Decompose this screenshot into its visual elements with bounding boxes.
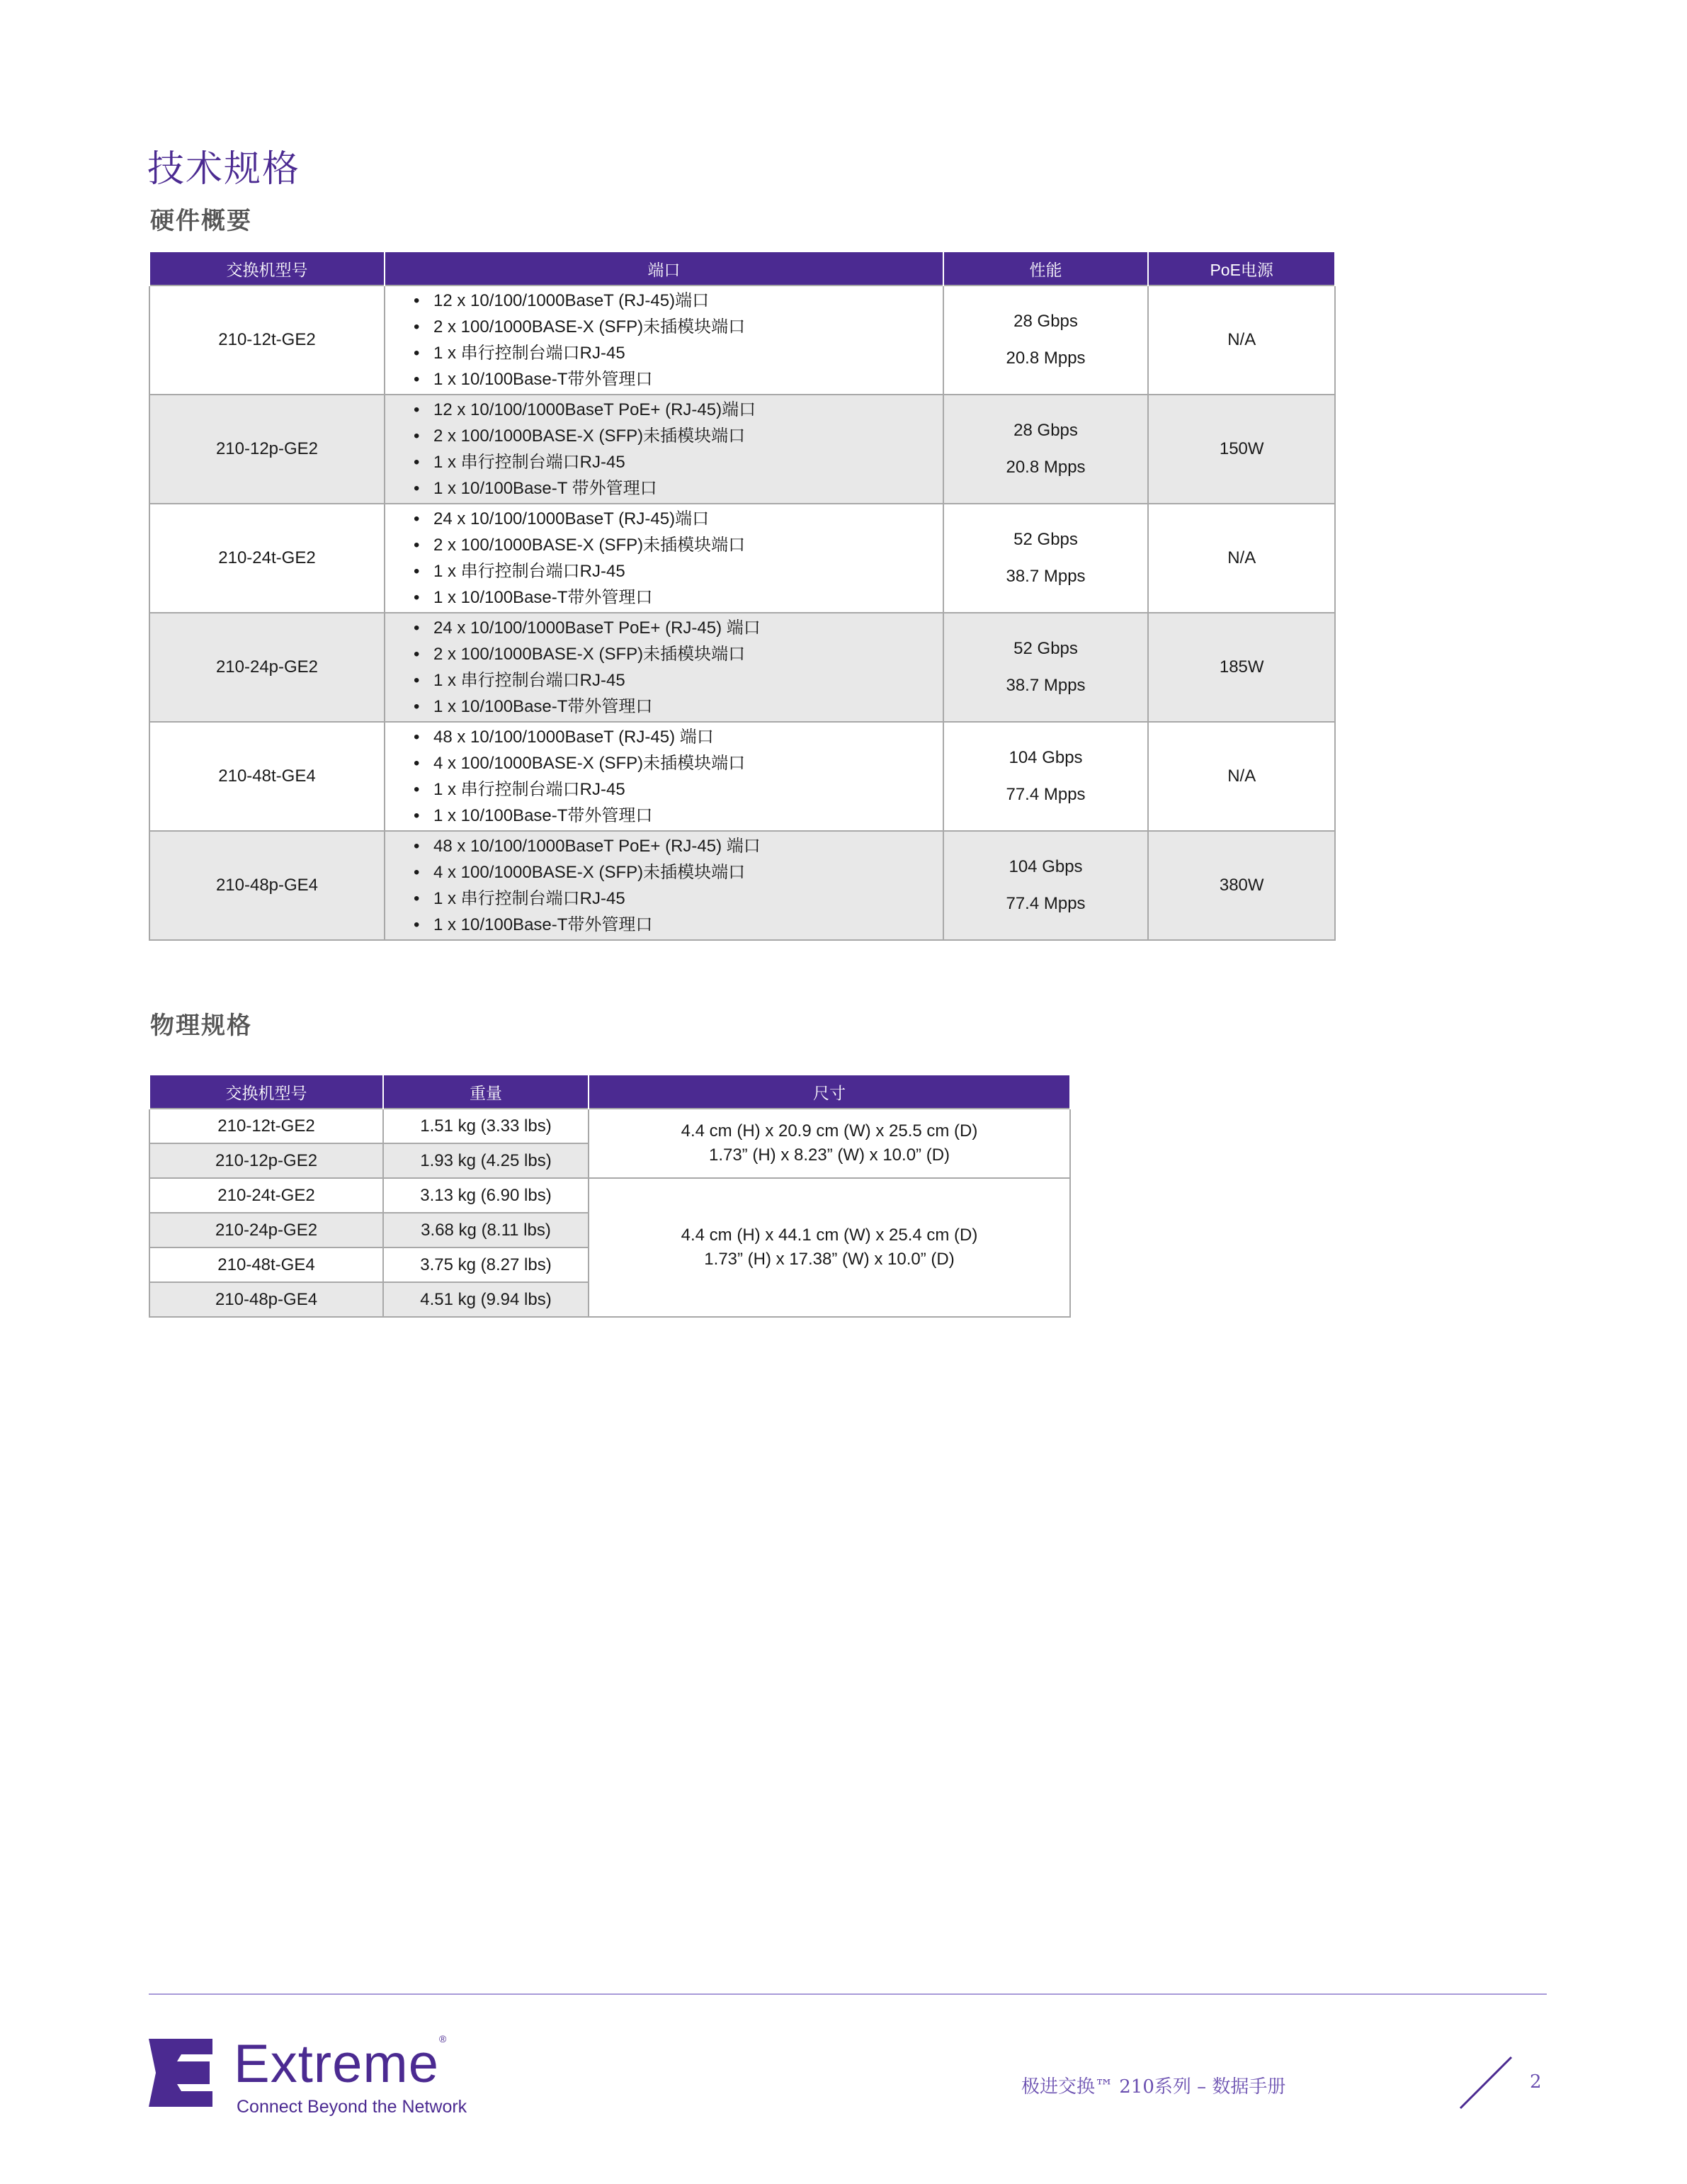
forwarding-rate: 20.8 Mpps bbox=[1006, 349, 1086, 368]
performance-cell bbox=[943, 613, 1149, 722]
list-item: • 2 x 100/1000BASE-X (SFP)未插模块端口 bbox=[414, 423, 943, 449]
weight-cell: 3.13 kg (6.90 lbs) bbox=[383, 1178, 589, 1213]
poe-cell: N/A bbox=[1148, 285, 1335, 395]
throughput: 28 Gbps bbox=[1013, 421, 1078, 440]
model-cell: 210-12t-GE2 bbox=[149, 285, 385, 395]
weight-cell: 1.93 kg (4.25 lbs) bbox=[383, 1143, 589, 1178]
hardware-section-title: 硬件概要 bbox=[150, 208, 252, 234]
model-cell: 210-24t-GE2 bbox=[149, 504, 385, 613]
list-item: • 2 x 100/1000BASE-X (SFP)未插模块端口 bbox=[414, 314, 943, 340]
footer-divider bbox=[149, 1993, 1547, 1995]
list-item: • 1 x 串行控制台端口RJ-45 bbox=[414, 449, 943, 475]
table-row bbox=[149, 831, 1335, 940]
table-row bbox=[149, 395, 1335, 504]
header-poe: PoE电源 bbox=[1148, 251, 1335, 285]
throughput: 52 Gbps bbox=[1013, 530, 1078, 549]
logo-wordmark: Extreme bbox=[234, 2034, 439, 2094]
header-model: 交换机型号 bbox=[149, 251, 385, 285]
table-header-row bbox=[149, 251, 1335, 285]
table-row bbox=[149, 1178, 1070, 1213]
footer-slash-icon bbox=[1458, 2054, 1514, 2111]
weight-cell: 4.51 kg (9.94 lbs) bbox=[383, 1282, 589, 1317]
poe-cell: 185W bbox=[1148, 613, 1335, 722]
list-item: • 2 x 100/1000BASE-X (SFP)未插模块端口 bbox=[414, 532, 943, 558]
forwarding-rate: 77.4 Mpps bbox=[1006, 894, 1086, 913]
header-weight: 重量 bbox=[383, 1075, 589, 1109]
table-row bbox=[149, 504, 1335, 613]
list-item: • 12 x 10/100/1000BaseT (RJ-45)端口 bbox=[414, 288, 943, 314]
weight-cell: 3.75 kg (8.27 lbs) bbox=[383, 1247, 589, 1282]
ports-cell bbox=[385, 613, 943, 722]
ports-cell bbox=[385, 831, 943, 940]
table-row bbox=[149, 1109, 1070, 1143]
ports-cell bbox=[385, 395, 943, 504]
header-ports: 端口 bbox=[385, 251, 943, 285]
weight-cell: 1.51 kg (3.33 lbs) bbox=[383, 1109, 589, 1143]
logo-tagline: Connect Beyond the Network bbox=[237, 2097, 467, 2117]
list-item: • 1 x 10/100Base-T带外管理口 bbox=[414, 694, 943, 720]
list-item: • 1 x 10/100Base-T 带外管理口 bbox=[414, 475, 943, 502]
dimensions-metric: 4.4 cm (H) x 20.9 cm (W) x 25.5 cm (D) bbox=[681, 1121, 978, 1141]
list-item: • 24 x 10/100/1000BaseT (RJ-45)端口 bbox=[414, 506, 943, 532]
page-title: 技术规格 bbox=[147, 149, 301, 190]
model-cell: 210-48t-GE4 bbox=[149, 1247, 383, 1282]
table-header-row bbox=[149, 1075, 1070, 1109]
list-item: • 4 x 100/1000BASE-X (SFP)未插模块端口 bbox=[414, 750, 943, 776]
performance-cell bbox=[943, 395, 1149, 504]
throughput: 52 Gbps bbox=[1013, 639, 1078, 658]
list-item: • 1 x 10/100Base-T带外管理口 bbox=[414, 912, 943, 938]
page-number: 2 bbox=[1530, 2071, 1542, 2093]
list-item: • 48 x 10/100/1000BaseT PoE+ (RJ-45) 端口 bbox=[414, 833, 943, 859]
table-row bbox=[149, 613, 1335, 722]
physical-section-title: 物理规格 bbox=[150, 1012, 252, 1039]
list-item: • 1 x 串行控制台端口RJ-45 bbox=[414, 340, 943, 366]
throughput: 28 Gbps bbox=[1013, 312, 1078, 331]
poe-cell: 150W bbox=[1148, 395, 1335, 504]
performance-cell bbox=[943, 831, 1149, 940]
header-performance: 性能 bbox=[943, 251, 1149, 285]
extreme-logo-icon bbox=[149, 2039, 212, 2107]
forwarding-rate: 38.7 Mpps bbox=[1006, 567, 1086, 586]
model-cell: 210-24t-GE2 bbox=[149, 1178, 383, 1213]
dimensions-metric: 4.4 cm (H) x 44.1 cm (W) x 25.4 cm (D) bbox=[681, 1226, 978, 1245]
dimensions-cell bbox=[589, 1109, 1070, 1178]
table-row bbox=[149, 285, 1335, 395]
ports-cell bbox=[385, 722, 943, 831]
throughput: 104 Gbps bbox=[1009, 748, 1083, 767]
list-item: • 1 x 串行控制台端口RJ-45 bbox=[414, 776, 943, 803]
forwarding-rate: 77.4 Mpps bbox=[1006, 785, 1086, 804]
dimensions-cell bbox=[589, 1178, 1070, 1317]
list-item: • 1 x 10/100Base-T带外管理口 bbox=[414, 803, 943, 829]
list-item: • 2 x 100/1000BASE-X (SFP)未插模块端口 bbox=[414, 641, 943, 667]
model-cell: 210-48p-GE4 bbox=[149, 831, 385, 940]
list-item: • 1 x 串行控制台端口RJ-45 bbox=[414, 667, 943, 694]
model-cell: 210-12p-GE2 bbox=[149, 395, 385, 504]
poe-cell: 380W bbox=[1148, 831, 1335, 940]
model-cell: 210-24p-GE2 bbox=[149, 1213, 383, 1247]
list-item: • 12 x 10/100/1000BaseT PoE+ (RJ-45)端口 bbox=[414, 397, 943, 423]
throughput: 104 Gbps bbox=[1009, 857, 1083, 876]
list-item: • 1 x 串行控制台端口RJ-45 bbox=[414, 886, 943, 912]
ports-cell bbox=[385, 285, 943, 395]
table-row bbox=[149, 722, 1335, 831]
extreme-logo bbox=[149, 2033, 475, 2124]
forwarding-rate: 20.8 Mpps bbox=[1006, 458, 1086, 477]
model-cell: 210-12t-GE2 bbox=[149, 1109, 383, 1143]
performance-cell bbox=[943, 285, 1149, 395]
model-cell: 210-12p-GE2 bbox=[149, 1143, 383, 1178]
poe-cell: N/A bbox=[1148, 722, 1335, 831]
footer-document-title: 极进交换™ 210系列 – 数据手册 bbox=[1021, 2076, 1286, 2098]
registered-mark-icon: ® bbox=[438, 2033, 448, 2044]
weight-cell: 3.68 kg (8.11 lbs) bbox=[383, 1213, 589, 1247]
list-item: • 4 x 100/1000BASE-X (SFP)未插模块端口 bbox=[414, 859, 943, 886]
list-item: • 24 x 10/100/1000BaseT PoE+ (RJ-45) 端口 bbox=[414, 615, 943, 641]
dimensions-imperial: 1.73” (H) x 17.38” (W) x 10.0” (D) bbox=[704, 1250, 955, 1269]
header-dimensions: 尺寸 bbox=[589, 1075, 1070, 1109]
performance-cell bbox=[943, 722, 1149, 831]
performance-cell bbox=[943, 504, 1149, 613]
list-item: • 1 x 10/100Base-T带外管理口 bbox=[414, 584, 943, 611]
header-model: 交换机型号 bbox=[149, 1075, 383, 1109]
hardware-summary-table bbox=[149, 251, 1336, 941]
list-item: • 1 x 串行控制台端口RJ-45 bbox=[414, 558, 943, 584]
physical-specs-table bbox=[149, 1074, 1071, 1318]
model-cell: 210-48p-GE4 bbox=[149, 1282, 383, 1317]
ports-cell bbox=[385, 504, 943, 613]
model-cell: 210-48t-GE4 bbox=[149, 722, 385, 831]
model-cell: 210-24p-GE2 bbox=[149, 613, 385, 722]
forwarding-rate: 38.7 Mpps bbox=[1006, 676, 1086, 695]
list-item: • 48 x 10/100/1000BaseT (RJ-45) 端口 bbox=[414, 724, 943, 750]
poe-cell: N/A bbox=[1148, 504, 1335, 613]
dimensions-imperial: 1.73” (H) x 8.23” (W) x 10.0” (D) bbox=[708, 1145, 950, 1165]
list-item: • 1 x 10/100Base-T带外管理口 bbox=[414, 366, 943, 392]
